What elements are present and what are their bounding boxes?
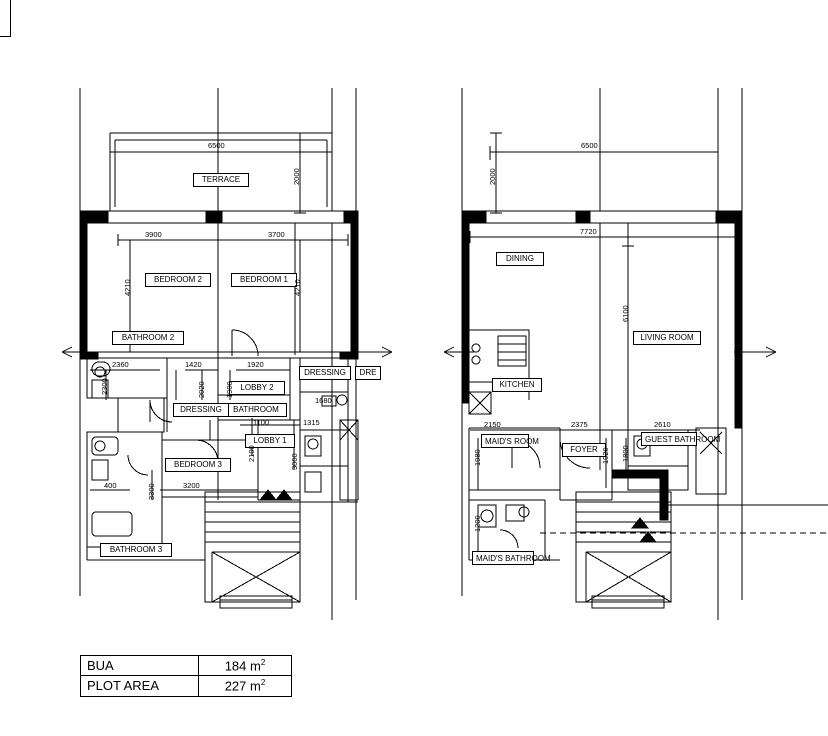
drawing-corner-mark xyxy=(0,0,11,37)
dim-right-2610: 2610 xyxy=(654,420,671,429)
dim-right-1920: 1920 xyxy=(601,447,610,464)
dim-left-2000: 2000 xyxy=(292,168,301,185)
dim-left-2360: 2360 xyxy=(112,360,129,369)
legend-plot-exponent: 2 xyxy=(260,678,266,688)
table-row xyxy=(81,656,292,676)
room-label-bedroom-2: BEDROOM 2 xyxy=(145,273,211,287)
dim-right-2375: 2375 xyxy=(571,420,588,429)
dim-left-1920: 1920 xyxy=(247,360,264,369)
room-label-maids-bathroom: MAID'S BATHROOM xyxy=(472,551,534,565)
room-label-living-room: LIVING ROOM xyxy=(633,331,701,345)
room-label-bedroom-1: BEDROOM 1 xyxy=(231,273,297,287)
dim-left-400: 400 xyxy=(104,481,117,490)
area-legend-table xyxy=(80,655,292,697)
room-label-maids-room: MAID'S ROOM xyxy=(481,434,529,448)
dim-left-3300: 3300 xyxy=(147,483,156,500)
dim-right-6500: 6500 xyxy=(581,141,598,150)
dim-right-1800: 1800 xyxy=(621,445,630,462)
legend-key-plot-area: PLOT AREA xyxy=(81,676,199,696)
dim-left-4210-b: 4210 xyxy=(293,279,302,296)
legend-key-bua: BUA xyxy=(81,656,199,676)
legend-value-plot-area xyxy=(199,676,292,696)
room-label-bedroom-3: BEDROOM 3 xyxy=(165,458,231,472)
dim-right-1200: 1200 xyxy=(473,515,482,532)
legend-bua-unit: m xyxy=(250,658,261,674)
room-label-bathroom-3: BATHROOM 3 xyxy=(100,543,172,557)
room-label-dining: DINING xyxy=(496,252,544,266)
room-label-dressing-a: DRESSING xyxy=(173,403,229,417)
dim-left-1420: 1420 xyxy=(185,360,202,369)
dim-left-1315: 1315 xyxy=(303,418,320,427)
dim-right-1980: 1980 xyxy=(473,449,482,466)
dim-left-2100: 2100 xyxy=(247,445,256,462)
dim-right-2150: 2150 xyxy=(484,420,501,429)
room-label-dressing-c: DRE xyxy=(355,366,381,380)
dim-right-2000: 2000 xyxy=(488,168,497,185)
legend-bua-number: 184 xyxy=(224,658,247,674)
dim-left-3900: 3900 xyxy=(145,230,162,239)
room-label-terrace: TERRACE xyxy=(193,173,249,187)
dim-left-2300: 2300 xyxy=(100,378,109,395)
dim-right-6100: 6100 xyxy=(621,305,630,322)
legend-plot-number: 227 xyxy=(224,678,247,694)
legend-value-bua xyxy=(199,656,292,676)
room-label-dressing-b: DRESSING xyxy=(299,366,351,380)
dim-left-1100: 1100 xyxy=(253,418,270,427)
dim-left-1900: 1900 xyxy=(225,381,234,398)
dim-left-3700: 3700 xyxy=(268,230,285,239)
room-label-foyer: FOYER xyxy=(562,443,606,457)
room-label-bathroom: BATHROOM xyxy=(225,403,287,417)
room-label-lobby-2: LOBBY 2 xyxy=(229,381,285,395)
room-label-lobby-1: LOBBY 1 xyxy=(245,434,295,448)
legend-bua-exponent: 2 xyxy=(260,658,266,667)
room-label-kitchen: KITCHEN xyxy=(492,378,542,392)
dim-right-7720: 7720 xyxy=(580,227,597,236)
table-row xyxy=(81,676,292,696)
dim-left-3200: 3200 xyxy=(183,481,200,490)
dim-left-3000: 3000 xyxy=(290,453,299,470)
dim-left-1680: 1680 xyxy=(315,396,332,405)
room-label-bathroom-2: BATHROOM 2 xyxy=(112,331,184,345)
dim-left-4210-a: 4210 xyxy=(123,279,132,296)
legend-plot-unit: m xyxy=(250,678,261,694)
dim-left-6500: 6500 xyxy=(208,141,225,150)
dim-left-2020: 2020 xyxy=(197,381,206,398)
room-label-guest-bathroom: GUEST BATHROOM xyxy=(641,432,697,446)
